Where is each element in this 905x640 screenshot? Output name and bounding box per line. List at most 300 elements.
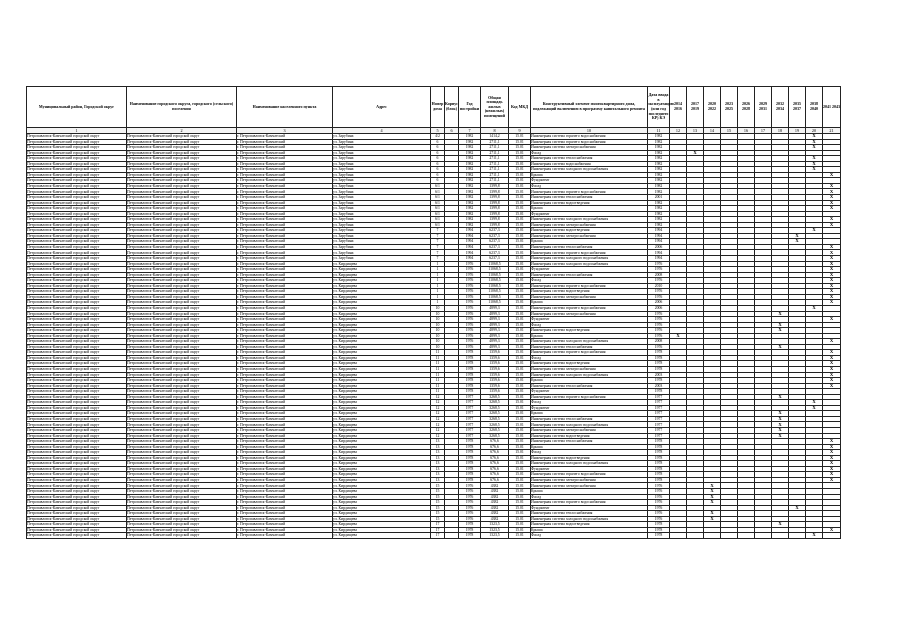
area-cell: 3268,5 (481, 427, 509, 433)
house-cell: 15 (431, 483, 445, 489)
house-cell: 11 (431, 366, 445, 372)
element-cell: Инженерная система водоотведения (531, 522, 648, 528)
area-cell: 4899,3 (481, 305, 509, 311)
column-header: 2017 2019 (687, 87, 704, 128)
locality-cell: г. Петропавловск-Камчатский (237, 294, 333, 300)
house-cell: 1 (431, 261, 445, 267)
settlement-cell: Петропавловск-Камчатский городской округ (127, 278, 237, 284)
code-cell: 15.01 (509, 516, 531, 522)
district-cell: Петропавловск-Камчатский городской округ (27, 427, 127, 433)
district-cell: Петропавловск-Камчатский городской округ (27, 195, 127, 201)
street-cell: ул. Зарубина (333, 172, 431, 178)
date-cell: 1976 (648, 516, 670, 522)
settlement-cell: Петропавловск-Камчатский городской округ (127, 305, 237, 311)
period-mark-cell: X (806, 167, 823, 173)
year-cell: 1982 (459, 195, 481, 201)
street-cell: ул. Зарубина (333, 156, 431, 162)
locality-cell: г. Петропавловск-Камчатский (237, 422, 333, 428)
date-cell: 1994 (648, 256, 670, 262)
house-cell: 1 (431, 267, 445, 273)
period-mark-cell: X (806, 139, 823, 145)
district-cell: Петропавловск-Камчатский городской округ (27, 167, 127, 173)
settlement-cell: Петропавловск-Камчатский городской округ (127, 516, 237, 522)
code-cell: 15.01 (509, 317, 531, 323)
period-mark-cell: X (687, 150, 704, 156)
house-cell: 15 (431, 511, 445, 517)
area-cell: 11068,5 (481, 283, 509, 289)
period-mark-cell (738, 533, 755, 539)
area-cell: 676,6 (481, 472, 509, 478)
period-mark-cell: X (772, 433, 789, 439)
code-cell: 15.01 (509, 461, 531, 467)
locality-cell: г. Петропавловск-Камчатский (237, 145, 333, 151)
code-cell: 15.01 (509, 267, 531, 273)
area-cell: 11068,5 (481, 294, 509, 300)
element-cell: Фасад (531, 150, 648, 156)
code-cell: 15.01 (509, 294, 531, 300)
year-cell: 1976 (459, 516, 481, 522)
date-cell: 1978 (648, 439, 670, 445)
street-cell: ул. Кирдищева (333, 416, 431, 422)
district-cell: Петропавловск-Камчатский городской округ (27, 383, 127, 389)
column-header: Наименование населенного пункта (237, 87, 333, 128)
district-cell: Петропавловск-Камчатский городской округ (27, 189, 127, 195)
street-cell: ул. Кирдищева (333, 477, 431, 483)
locality-cell: г. Петропавловск-Камчатский (237, 433, 333, 439)
settlement-cell: Петропавловск-Камчатский городской округ (127, 427, 237, 433)
code-cell: 15.01 (509, 422, 531, 428)
street-cell: ул. Зарубина (333, 228, 431, 234)
district-cell: Петропавловск-Камчатский городской округ (27, 522, 127, 528)
column-number: 2 (127, 128, 237, 134)
settlement-cell: Петропавловск-Камчатский городской округ (127, 211, 237, 217)
period-mark-cell: X (704, 500, 721, 506)
street-cell: ул. Кирдищева (333, 267, 431, 273)
element-cell: Инженерная система теплоснабжения (531, 511, 648, 517)
locality-cell: г. Петропавловск-Камчатский (237, 350, 333, 356)
house-cell: 6/1 (431, 183, 445, 189)
street-cell: ул. Кирдищева (333, 455, 431, 461)
code-cell: 15.01 (509, 300, 531, 306)
column-header: Номер дома (431, 87, 445, 128)
period-mark-cell: X (806, 228, 823, 234)
element-cell: Инженерная система холодного водоснабжения (531, 422, 648, 428)
street-cell: ул. Кирдищева (333, 527, 431, 533)
year-cell: 1982 (459, 189, 481, 195)
code-cell: 15.01 (509, 439, 531, 445)
column-number: 17 (755, 128, 772, 134)
settlement-cell: Петропавловск-Камчатский городской округ (127, 333, 237, 339)
element-cell: Крыша (531, 172, 648, 178)
district-cell: Петропавловск-Камчатский городской округ (27, 400, 127, 406)
street-cell: ул. Кирдищева (333, 450, 431, 456)
year-cell: 1976 (459, 322, 481, 328)
district-cell: Петропавловск-Камчатский городской округ (27, 300, 127, 306)
area-cell: 1359,6 (481, 372, 509, 378)
period-mark-cell: X (806, 134, 823, 140)
locality-cell: г. Петропавловск-Камчатский (237, 300, 333, 306)
element-cell: Инженерная система теплоснабжения (531, 272, 648, 278)
date-cell: 1982 (648, 178, 670, 184)
area-cell: 6237,3 (481, 239, 509, 245)
area-cell: 4382 (481, 511, 509, 517)
house-cell: 17 (431, 522, 445, 528)
code-cell: 15.01 (509, 322, 531, 328)
code-cell: 15.01 (509, 167, 531, 173)
period-mark-cell: X (823, 250, 841, 256)
settlement-cell: Петропавловск-Камчатский городской округ (127, 477, 237, 483)
area-cell: 3268,5 (481, 394, 509, 400)
settlement-cell: Петропавловск-Камчатский городской округ (127, 217, 237, 223)
locality-cell: г. Петропавловск-Камчатский (237, 250, 333, 256)
locality-cell: г. Петропавловск-Камчатский (237, 472, 333, 478)
house-cell: 6/1 (431, 189, 445, 195)
house-cell: 6/1 (431, 211, 445, 217)
locality-cell: г. Петропавловск-Камчатский (237, 206, 333, 212)
date-cell: 1994 (648, 250, 670, 256)
locality-cell: г. Петропавловск-Камчатский (237, 461, 333, 467)
element-cell: Фундамент (531, 211, 648, 217)
area-cell: 676,6 (481, 477, 509, 483)
register-sheet (26, 86, 839, 539)
street-cell: ул. Кирдищева (333, 405, 431, 411)
code-cell: 15.01 (509, 161, 531, 167)
settlement-cell: Петропавловск-Камчатский городской округ (127, 272, 237, 278)
element-cell: Крыша (531, 206, 648, 212)
house-cell: 12 (431, 422, 445, 428)
date-cell: 1976 (648, 311, 670, 317)
district-cell: Петропавловск-Камчатский городской округ (27, 405, 127, 411)
code-cell: 15.01 (509, 389, 531, 395)
area-cell: 1359,6 (481, 350, 509, 356)
date-cell: 1978 (648, 444, 670, 450)
locality-cell: г. Петропавловск-Камчатский (237, 222, 333, 228)
settlement-cell: Петропавловск-Камчатский городской округ (127, 361, 237, 367)
street-cell: ул. Кирдищева (333, 344, 431, 350)
year-cell: 1978 (459, 477, 481, 483)
locality-cell: г. Петропавловск-Камчатский (237, 289, 333, 295)
period-mark-cell: X (704, 489, 721, 495)
locality-cell: г. Петропавловск-Камчатский (237, 233, 333, 239)
element-cell: Крыша (531, 378, 648, 384)
element-cell: Крыша (531, 444, 648, 450)
house-cell: 12 (431, 416, 445, 422)
element-cell: Инженерная система электроснабжения (531, 311, 648, 317)
street-cell: ул. Зарубина (333, 206, 431, 212)
district-cell: Петропавловск-Камчатский городской округ (27, 311, 127, 317)
district-cell: Петропавловск-Камчатский городской округ (27, 200, 127, 206)
element-cell: Фундамент (531, 405, 648, 411)
street-cell: ул. Кирдищева (333, 433, 431, 439)
column-header: 2038 2040 (806, 87, 823, 128)
date-cell: 1978 (648, 527, 670, 533)
year-cell: 1977 (459, 400, 481, 406)
year-cell: 1994 (459, 256, 481, 262)
period-mark-cell: X (823, 439, 841, 445)
period-mark-cell: X (789, 505, 806, 511)
year-cell: 1976 (459, 489, 481, 495)
date-cell: 1977 (648, 433, 670, 439)
year-cell: 1994 (459, 244, 481, 250)
district-cell: Петропавловск-Камчатский городской округ (27, 256, 127, 262)
house-cell: 13 (431, 472, 445, 478)
column-number: 1 (27, 128, 127, 134)
locality-cell: г. Петропавловск-Камчатский (237, 466, 333, 472)
code-cell: 15.01 (509, 206, 531, 212)
district-cell: Петропавловск-Камчатский городской округ (27, 250, 127, 256)
element-cell: Инженерная система водоотведения (531, 455, 648, 461)
code-cell: 15.01 (509, 200, 531, 206)
period-mark-cell: X (823, 183, 841, 189)
area-cell: 4899,3 (481, 317, 509, 323)
settlement-cell: Петропавловск-Камчатский городской округ (127, 156, 237, 162)
district-cell: Петропавловск-Камчатский городской округ (27, 494, 127, 500)
area-cell: 4382 (481, 494, 509, 500)
date-cell: 2006 (648, 300, 670, 306)
year-cell: 1978 (459, 439, 481, 445)
date-cell: 1982 (648, 172, 670, 178)
settlement-cell: Петропавловск-Камчатский городской округ (127, 400, 237, 406)
year-cell: 1976 (459, 267, 481, 273)
area-cell: 1414,2 (481, 134, 509, 140)
street-cell: ул. Зарубина (333, 211, 431, 217)
locality-cell: г. Петропавловск-Камчатский (237, 455, 333, 461)
period-mark-cell: X (823, 472, 841, 478)
column-number: 10 (531, 128, 648, 134)
year-cell: 1978 (459, 355, 481, 361)
locality-cell: г. Петропавловск-Камчатский (237, 322, 333, 328)
district-cell: Петропавловск-Камчатский городской округ (27, 322, 127, 328)
street-cell: ул. Кирдищева (333, 261, 431, 267)
element-cell: Инженерная система холодного водоснабжения (531, 461, 648, 467)
locality-cell: г. Петропавловск-Камчатский (237, 217, 333, 223)
locality-cell: г. Петропавловск-Камчатский (237, 361, 333, 367)
settlement-cell: Петропавловск-Камчатский городской округ (127, 139, 237, 145)
element-cell: Инженерная система горячего водоснабжения (531, 394, 648, 400)
column-header: Муниципальный район, Городской округ (27, 87, 127, 128)
year-cell: 1978 (459, 350, 481, 356)
period-mark-cell: X (823, 383, 841, 389)
house-cell: 17 (431, 527, 445, 533)
area-cell: 6237,3 (481, 250, 509, 256)
code-cell: 15.01 (509, 217, 531, 223)
district-cell: Петропавловск-Камчатский городской округ (27, 178, 127, 184)
element-cell: Фасад (531, 183, 648, 189)
district-cell: Петропавловск-Камчатский городской округ (27, 333, 127, 339)
period-mark-cell: X (772, 328, 789, 334)
date-cell: 1982 (648, 167, 670, 173)
locality-cell: г. Петропавловск-Камчатский (237, 500, 333, 506)
locality-cell: г. Петропавловск-Камчатский (237, 339, 333, 345)
year-cell: 1978 (459, 450, 481, 456)
element-cell: Инженерная система теплоснабжения (531, 195, 648, 201)
date-cell: 1978 (648, 389, 670, 395)
date-cell: 1978 (648, 361, 670, 367)
locality-cell: г. Петропавловск-Камчатский (237, 272, 333, 278)
code-cell: 15.01 (509, 400, 531, 406)
district-cell: Петропавловск-Камчатский городской округ (27, 366, 127, 372)
house-cell: 4/2 (431, 134, 445, 140)
house-cell: 15 (431, 489, 445, 495)
settlement-cell: Петропавловск-Камчатский городской округ (127, 256, 237, 262)
settlement-cell: Петропавловск-Камчатский городской округ (127, 444, 237, 450)
date-cell: 1982 (648, 139, 670, 145)
period-mark-cell: X (823, 206, 841, 212)
settlement-cell: Петропавловск-Камчатский городской округ (127, 533, 237, 539)
date-cell: 1976 (648, 267, 670, 273)
year-cell: 1976 (459, 328, 481, 334)
element-cell: Инженерная система электроснабжения (531, 483, 648, 489)
period-mark-cell: X (823, 466, 841, 472)
date-cell: 1982 (648, 222, 670, 228)
area-cell: 1359,6 (481, 389, 509, 395)
settlement-cell: Петропавловск-Камчатский городской округ (127, 239, 237, 245)
district-cell: Петропавловск-Камчатский городской округ (27, 433, 127, 439)
house-cell: 1 (431, 289, 445, 295)
locality-cell: г. Петропавловск-Камчатский (237, 394, 333, 400)
locality-cell: г. Петропавловск-Камчатский (237, 311, 333, 317)
code-cell: 15.01 (509, 361, 531, 367)
date-cell: 1982 (648, 134, 670, 140)
date-cell: 1982 (648, 206, 670, 212)
period-mark-cell: X (823, 244, 841, 250)
column-header: Корпус (блок) (445, 87, 459, 128)
code-cell: 15.01 (509, 416, 531, 422)
code-cell: 15.01 (509, 405, 531, 411)
street-cell: ул. Зарубина (333, 134, 431, 140)
district-cell: Петропавловск-Камчатский городской округ (27, 261, 127, 267)
year-cell: 1978 (459, 455, 481, 461)
district-cell: Петропавловск-Камчатский городской округ (27, 350, 127, 356)
code-cell: 15.01 (509, 366, 531, 372)
capital-repair-table (26, 86, 841, 539)
code-cell: 15.01 (509, 494, 531, 500)
code-cell: 15.01 (509, 228, 531, 234)
settlement-cell: Петропавловск-Камчатский городской округ (127, 283, 237, 289)
code-cell: 15.01 (509, 222, 531, 228)
street-cell: ул. Кирдищева (333, 355, 431, 361)
year-cell: 1976 (459, 294, 481, 300)
district-cell: Петропавловск-Камчатский городской округ (27, 206, 127, 212)
house-cell: 11 (431, 361, 445, 367)
street-cell: ул. Зарубина (333, 233, 431, 239)
element-cell: Крыша (531, 527, 648, 533)
area-cell: 4382 (481, 500, 509, 506)
area-cell: 676,6 (481, 466, 509, 472)
date-cell: 1978 (648, 477, 670, 483)
column-header: Общая площадь жилых (нежилых) помещений (481, 87, 509, 128)
area-cell: 4382 (481, 516, 509, 522)
area-cell: 1323,5 (481, 527, 509, 533)
period-mark-cell: X (823, 289, 841, 295)
district-cell: Петропавловск-Камчатский городской округ (27, 511, 127, 517)
period-mark-cell: X (806, 161, 823, 167)
settlement-cell: Петропавловск-Камчатский городской округ (127, 222, 237, 228)
date-cell: 1978 (648, 466, 670, 472)
element-cell: Инженерная система электроснабжения (531, 233, 648, 239)
street-cell: ул. Зарубина (333, 222, 431, 228)
column-number: 6 (445, 128, 459, 134)
street-cell: ул. Кирдищева (333, 272, 431, 278)
district-cell: Петропавловск-Камчатский городской округ (27, 161, 127, 167)
code-cell: 15.01 (509, 239, 531, 245)
street-cell: ул. Кирдищева (333, 366, 431, 372)
column-number: 11 (648, 128, 670, 134)
period-mark-cell: X (823, 261, 841, 267)
district-cell: Петропавловск-Камчатский городской округ (27, 344, 127, 350)
locality-cell: г. Петропавловск-Камчатский (237, 189, 333, 195)
district-cell: Петропавловск-Камчатский городской округ (27, 294, 127, 300)
street-cell: ул. Кирдищева (333, 411, 431, 417)
element-cell: Инженерная система горячего водоснабжения (531, 250, 648, 256)
date-cell: 1982 (648, 183, 670, 189)
element-cell: Крыша (531, 411, 648, 417)
area-cell: 2711,1 (481, 161, 509, 167)
year-cell: 1978 (459, 366, 481, 372)
district-cell: Петропавловск-Камчатский городской округ (27, 134, 127, 140)
date-cell: 1982 (648, 217, 670, 223)
period-mark-cell (687, 533, 704, 539)
house-cell: 11 (431, 372, 445, 378)
street-cell: ул. Кирдищева (333, 472, 431, 478)
house-cell: 11 (431, 389, 445, 395)
date-cell: 1976 (648, 500, 670, 506)
code-cell: 15.01 (509, 195, 531, 201)
house-cell: 11 (431, 350, 445, 356)
house-cell: 6 (431, 172, 445, 178)
date-cell: 1982 (648, 200, 670, 206)
settlement-cell: Петропавловск-Камчатский городской округ (127, 134, 237, 140)
locality-cell: г. Петропавловск-Камчатский (237, 527, 333, 533)
locality-cell: г. Петропавловск-Камчатский (237, 366, 333, 372)
year-cell: 1977 (459, 416, 481, 422)
code-cell: 15.01 (509, 145, 531, 151)
column-header: 2032 2034 (772, 87, 789, 128)
street-cell: ул. Зарубина (333, 139, 431, 145)
code-cell: 15.01 (509, 533, 531, 539)
period-mark-cell: X (823, 378, 841, 384)
house-cell: 7 (431, 233, 445, 239)
district-cell: Петропавловск-Камчатский городской округ (27, 305, 127, 311)
area-cell: 11068,5 (481, 272, 509, 278)
element-cell: Инженерная система теплоснабжения (531, 416, 648, 422)
locality-cell: г. Петропавловск-Камчатский (237, 439, 333, 445)
settlement-cell: Петропавловск-Камчатский городской округ (127, 322, 237, 328)
date-cell: 1994 (648, 228, 670, 234)
area-cell: 1359,6 (481, 366, 509, 372)
street-cell: ул. Кирдищева (333, 339, 431, 345)
locality-cell: г. Петропавловск-Камчатский (237, 400, 333, 406)
house-cell: 6/1 (431, 195, 445, 201)
period-mark-cell (721, 533, 738, 539)
element-cell: Инженерная система водоотведения (531, 289, 648, 295)
street-cell: ул. Зарубина (333, 183, 431, 189)
settlement-cell: Петропавловск-Камчатский городской округ (127, 450, 237, 456)
header-row (27, 87, 841, 128)
district-cell: Петропавловск-Камчатский городской округ (27, 222, 127, 228)
district-cell: Петропавловск-Камчатский городской округ (27, 394, 127, 400)
element-cell: Инженерная система электроснабжения (531, 222, 648, 228)
district-cell: Петропавловск-Камчатский городской округ (27, 355, 127, 361)
settlement-cell: Петропавловск-Камчатский городской округ (127, 366, 237, 372)
house-cell: 6 (431, 167, 445, 173)
area-cell: 1359,6 (481, 378, 509, 384)
column-number: 9 (509, 128, 531, 134)
street-cell: ул. Кирдищева (333, 494, 431, 500)
period-mark-cell (789, 533, 806, 539)
locality-cell: г. Петропавловск-Камчатский (237, 244, 333, 250)
year-cell: 1982 (459, 222, 481, 228)
